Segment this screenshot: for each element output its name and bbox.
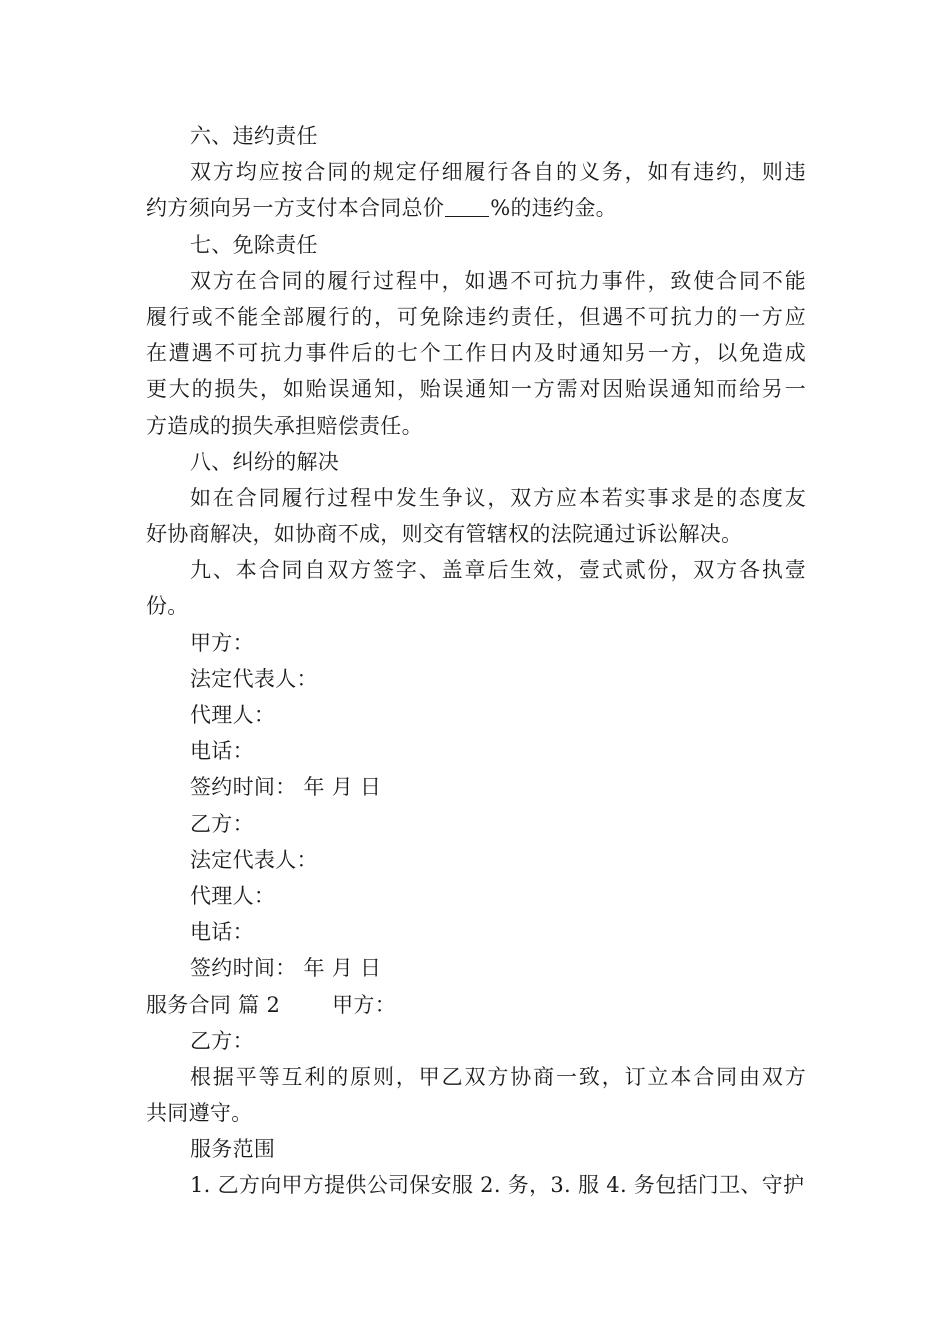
party-b-sign-date: 签约时间： 年 月 日 — [190, 956, 382, 981]
party-a-label: 甲方： — [190, 630, 254, 655]
paragraph-line: 份。 — [146, 594, 189, 619]
paragraph-line: 好协商解决，如协商不成，则交有管辖权的法院通过诉讼解决。 — [146, 522, 743, 547]
document-body — [146, 118, 806, 1204]
party-a-phone: 电话： — [190, 739, 254, 764]
party-b-phone: 电话： — [190, 920, 254, 945]
list-item: 1. 乙方向甲方提供公司保安服 2. 务，3. 服 4. 务包括门卫、守护 — [190, 1173, 805, 1198]
paragraph-line: 双方均应按合同的规定仔细履行各自的义务，如有违约，则违 — [190, 160, 806, 185]
party-b-label: 乙方： — [190, 811, 254, 836]
section-heading-exemption: 七、免除责任 — [190, 232, 318, 257]
party-b-legal-rep: 法定代表人： — [190, 847, 318, 872]
contract-title: 服务合同 篇 2 — [146, 992, 281, 1017]
paragraph-line: 更大的损失，如贻误通知，贻误通知一方需对因贻误通知而给另一 — [146, 377, 806, 402]
paragraph-line: 共同遵守。 — [146, 1101, 253, 1126]
party-a-agent: 代理人： — [190, 703, 276, 727]
paragraph-line: 方造成的损失承担赔偿责任。 — [146, 413, 423, 438]
paragraph-line: 根据平等互利的原则，甲乙双方协商一致，订立本合同由双方 — [190, 1064, 806, 1089]
section-heading-breach: 六、违约责任 — [190, 124, 318, 148]
paragraph-line-with-blank — [146, 190, 806, 226]
party-a-sign-date: 签约时间： 年 月 日 — [190, 775, 382, 800]
party-b-agent: 代理人： — [190, 883, 276, 908]
paragraph-text: %的违约金。 — [490, 196, 617, 221]
paragraph-line: 履行或不能全部履行的，可免除违约责任，但遇不可抗力的一方应 — [146, 304, 806, 329]
party-a-label: 甲方： — [332, 992, 397, 1017]
paragraph-line: 如在合同履行过程中发生争议，双方应本若实事求是的态度友 — [190, 485, 806, 510]
section-heading-scope: 服务范围 — [190, 1137, 276, 1162]
paragraph-line: 九、本合同自双方签字、盖章后生效，壹式贰份，双方各执壹 — [190, 558, 806, 583]
section-heading-disputes: 八、纠纷的解决 — [190, 449, 340, 474]
paragraph-line: 双方在合同的履行过程中，如遇不可抗力事件，致使合同不能 — [190, 268, 806, 293]
paragraph-line: 在遭遇不可抗力事件后的七个工作日内及时通知另一方，以免造成 — [146, 341, 806, 366]
party-b-label: 乙方： — [190, 1028, 254, 1053]
fill-in-blank — [445, 196, 489, 217]
paragraph-text: 约方须向另一方支付本合同总价 — [146, 196, 445, 221]
contract-2-heading — [146, 987, 806, 1023]
party-a-legal-rep: 法定代表人： — [190, 666, 318, 691]
